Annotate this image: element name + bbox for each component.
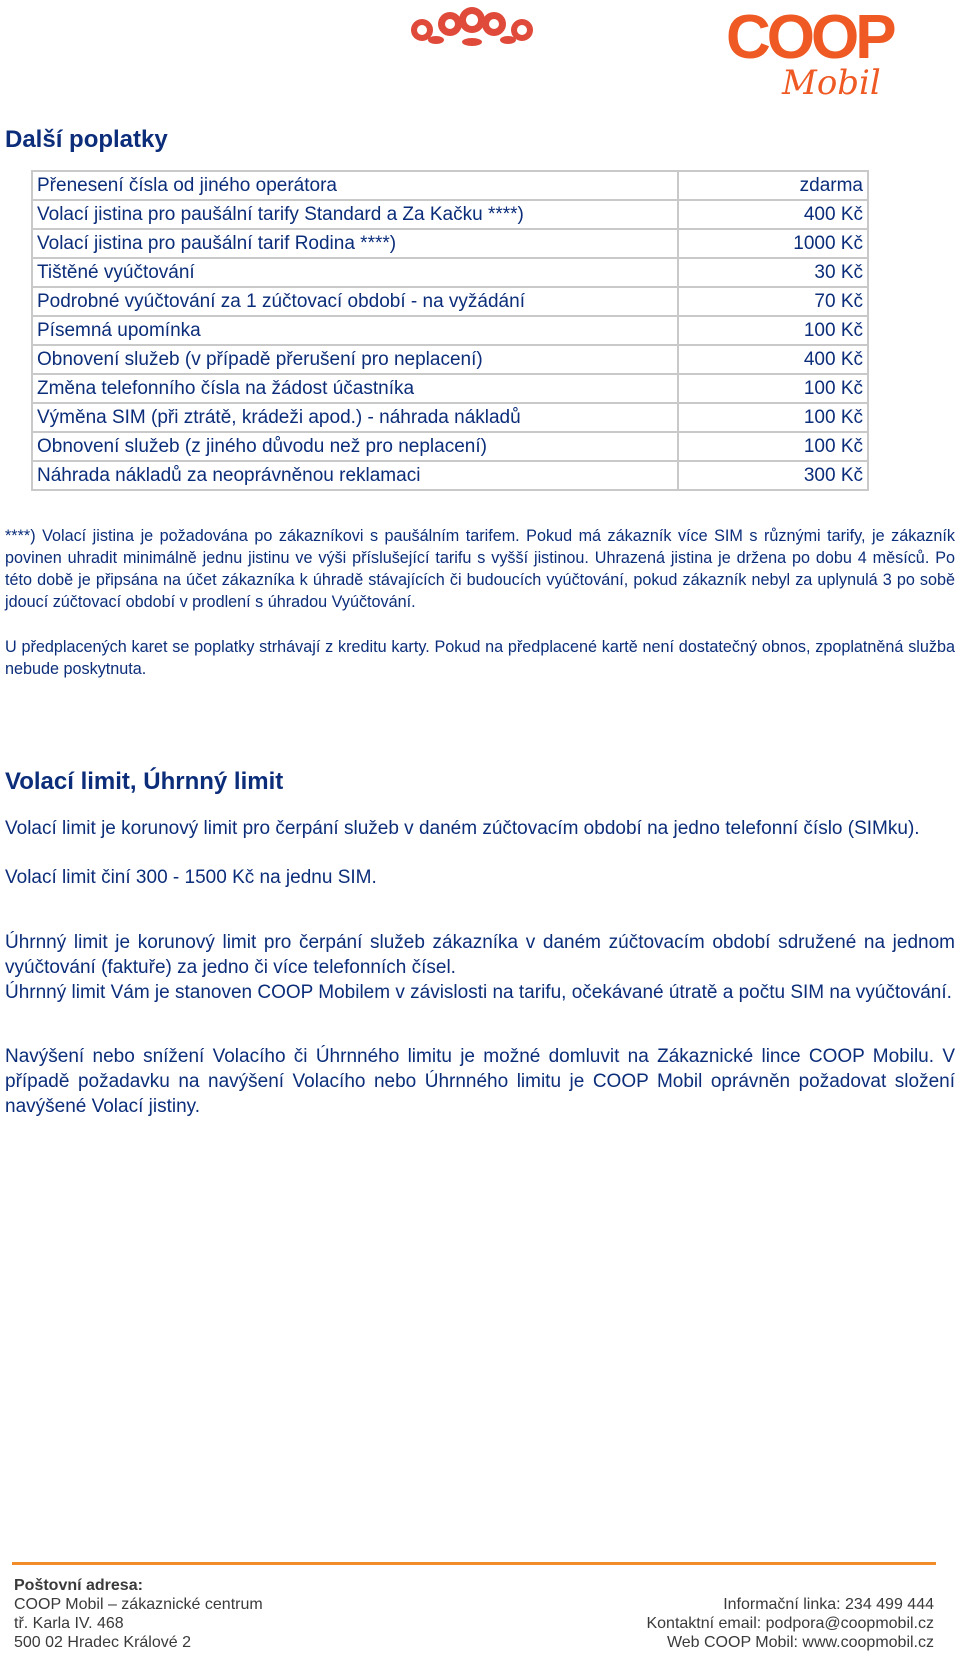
fee-value: 400 Kč (678, 345, 868, 374)
fee-value: 100 Kč (678, 374, 868, 403)
fee-value: 100 Kč (678, 403, 868, 432)
fee-value: 30 Kč (678, 258, 868, 287)
footer-postal-line1: COOP Mobil – zákaznické centrum (14, 1596, 263, 1613)
footer-postal-address (14, 1576, 263, 1652)
coop-mobil-logo (722, 2, 902, 100)
fee-row (32, 171, 868, 200)
fee-label: Obnovení služeb (v případě přerušení pro neplacení) (32, 345, 678, 374)
footer-postal-line2: tř. Karla IV. 468 (14, 1615, 124, 1632)
logo-text-top: COOP (726, 3, 893, 72)
logo-text-bottom: Mobil (782, 63, 881, 100)
fee-label: Výměna SIM (při ztrátě, krádeži apod.) - náhrada nákladů (32, 403, 678, 432)
fee-label: Podrobné vyúčtování za 1 zúčtovací období - na vyžádání (32, 287, 678, 316)
section-title-fees: Další poplatky (5, 126, 168, 153)
fee-row (32, 432, 868, 461)
fee-label: Volací jistina pro paušální tarify Standard a Za Kačku ****) (32, 200, 678, 229)
paragraph-call-limit-definition: Volací limit je korunový limit pro čerpání služeb v daném zúčtovacím období na jedno telefonní číslo (SIMku). (5, 818, 920, 839)
fees-table (31, 170, 869, 491)
fee-label: Náhrada nákladů za neoprávněnou reklamaci (32, 461, 678, 490)
fee-row (32, 461, 868, 490)
fee-row (32, 345, 868, 374)
footer-email-line[interactable]: Kontaktní email: podpora@coopmobil.cz (646, 1615, 934, 1632)
paragraph-call-limit-amount: Volací limit činí 300 - 1500 Kč na jednu SIM. (5, 867, 377, 888)
fee-value: 70 Kč (678, 287, 868, 316)
fee-row (32, 229, 868, 258)
paragraph-total-limit-definition: Úhrnný limit je korunový limit pro čerpání služeb zákazníka v daném zúčtovacím období sdružené na jednom vyúčtování (faktuře) za jedno či více telefonních čísel. (5, 932, 955, 978)
fee-row (32, 200, 868, 229)
fee-label: Tištěné vyúčtování (32, 258, 678, 287)
fee-row (32, 316, 868, 345)
footer-contacts (646, 1576, 934, 1652)
footer-postal-label: Poštovní adresa: (14, 1577, 143, 1594)
fee-row (32, 374, 868, 403)
fee-value: 1000 Kč (678, 229, 868, 258)
fee-label: Změna telefonního čísla na žádost účastníka (32, 374, 678, 403)
section-title-limits: Volací limit, Úhrnný limit (5, 768, 284, 795)
fee-label: Písemná upomínka (32, 316, 678, 345)
fee-value: zdarma (678, 171, 868, 200)
fee-label: Přenesení čísla od jiného operátora (32, 171, 678, 200)
footer-web-line[interactable]: Web COOP Mobil: www.coopmobil.cz (666, 1634, 934, 1651)
note-prepaid: U předplacených karet se poplatky strhávají z kreditu karty. Pokud na předplacené kartě není dostatečný obnos, zpoplatněná služba nebude poskytnuta. (5, 638, 955, 678)
fee-label: Obnovení služeb (z jiného důvodu než pro neplacení) (32, 432, 678, 461)
fee-row (32, 258, 868, 287)
folk-ornament-icon (404, 4, 540, 50)
footer-postal-line3: 500 02 Hradec Králové 2 (14, 1634, 191, 1651)
fee-row (32, 287, 868, 316)
fee-label: Volací jistina pro paušální tarif Rodina ****) (32, 229, 678, 258)
fee-value: 400 Kč (678, 200, 868, 229)
note-deposit: ****) Volací jistina je požadována po zákazníkovi s paušálním tarifem. Pokud má zákazník více SIM s různými tarify, je zákazník povinen uhradit minimálně jednu jistinu ve výši příslušející tarifu s vyšší jistinou. Uhrazená jistina je držena po dobu 4 měsíců. Po této době je připsána na účet zákazníka k úhradě stávajících či budoucích vyúčtování, pokud zákazník nebyl za uplynulá 3 po sobě jdoucí zúčtovací období v prodlení s úhradou Vyúčtování. (5, 527, 955, 611)
fee-value: 100 Kč (678, 432, 868, 461)
paragraph-total-limit-setting: Úhrnný limit Vám je stanoven COOP Mobilem v závislosti na tarifu, očekávané útratě a počtu SIM na vyúčtování. (5, 982, 952, 1003)
fee-row (32, 403, 868, 432)
fee-value: 300 Kč (678, 461, 868, 490)
footer-divider (12, 1562, 936, 1565)
paragraph-limit-change: Navýšení nebo snížení Volacího či Úhrnného limitu je možné domluvit na Zákaznické lince COOP Mobilu. V případě požadavku na navýšení Volacího nebo Úhrnného limitu je COOP Mobil oprávněn požadovat složení navýšené Volací jistiny. (5, 1046, 955, 1117)
fee-value: 100 Kč (678, 316, 868, 345)
footer-info-line: Informační linka: 234 499 444 (723, 1596, 934, 1613)
